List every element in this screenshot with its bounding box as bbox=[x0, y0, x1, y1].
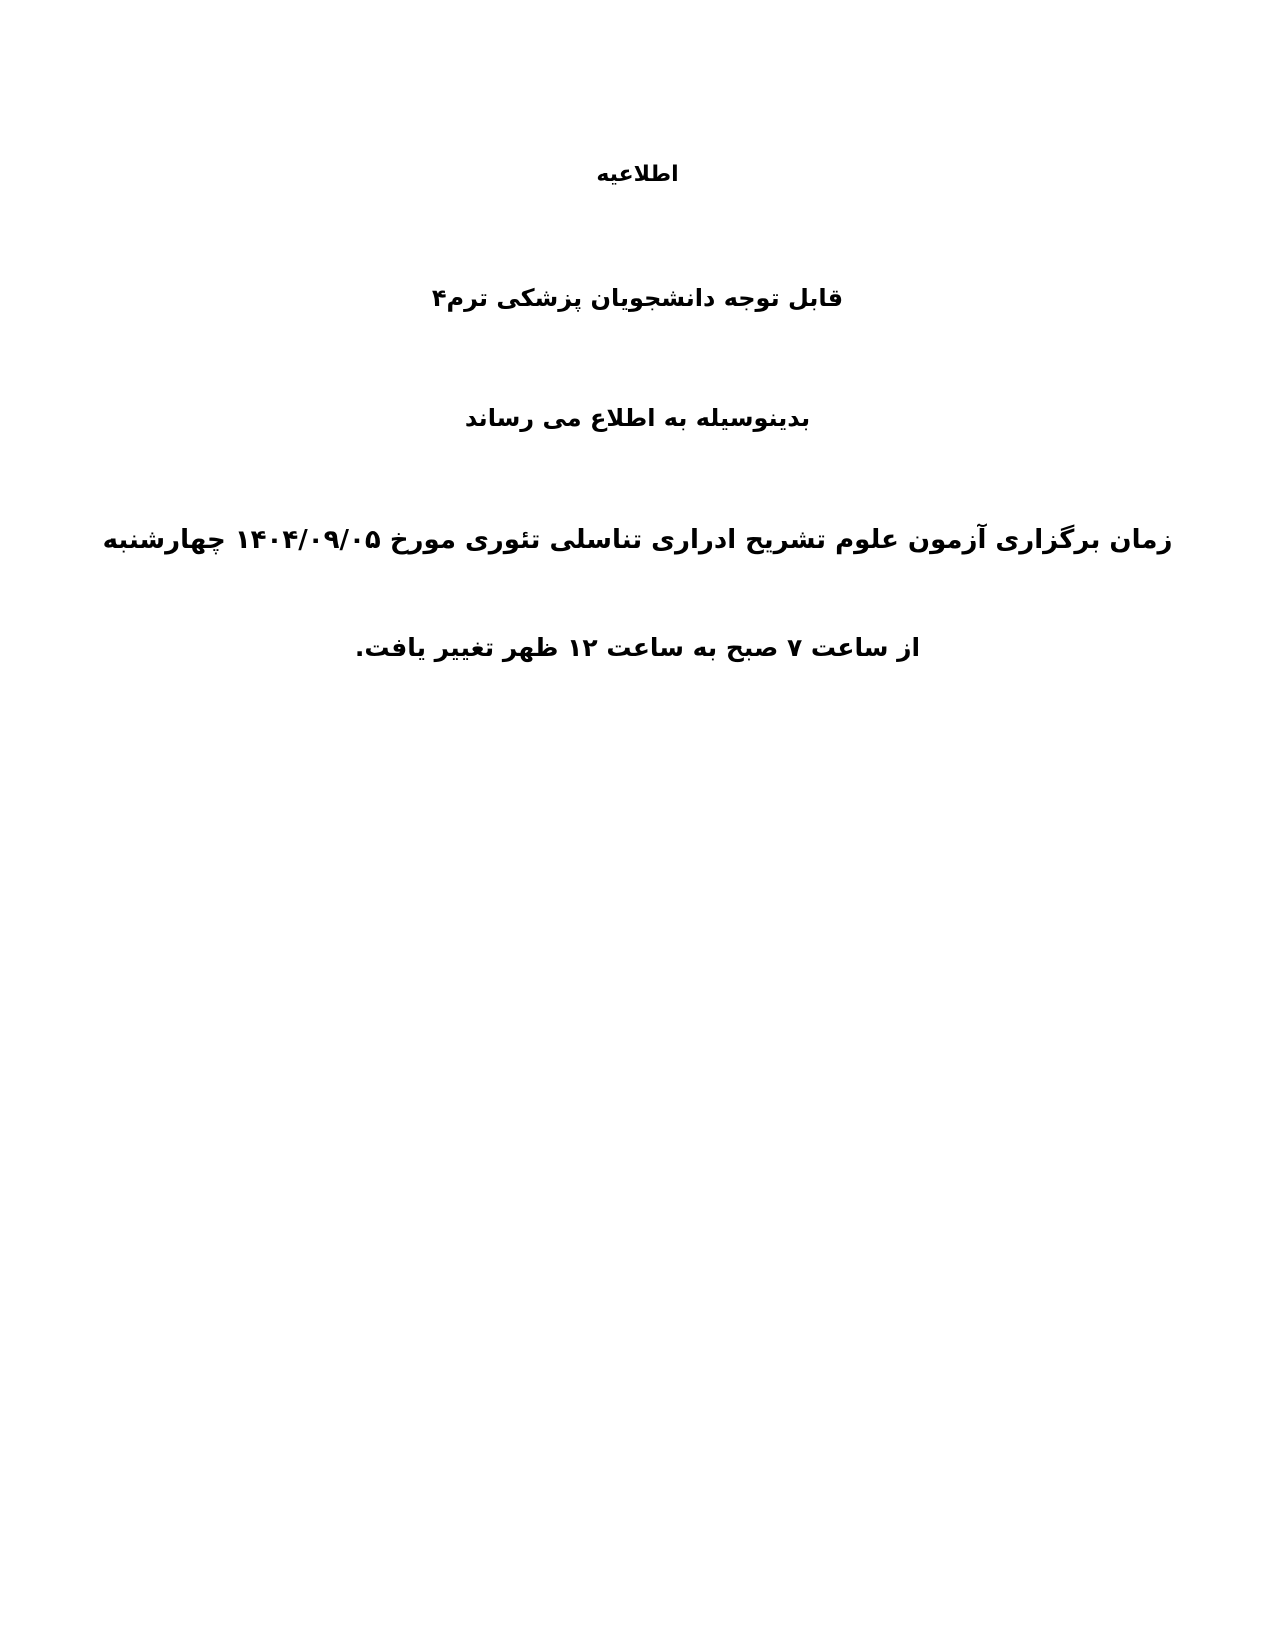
notice-intro: بدینوسیله به اطلاع می رساند bbox=[464, 404, 811, 432]
notice-audience: قابل توجه دانشجویان پزشکی ترم۴ bbox=[431, 284, 844, 312]
notice-time-change: از ساعت ۷ صبح به ساعت ۱۲ ظهر تغییر یافت. bbox=[354, 633, 921, 662]
notice-title: اطلاعیه bbox=[596, 162, 679, 187]
notice-exam-line: زمان برگزاری آزمون علوم تشریح ادراری تناسلی تئوری مورخ ۱۴۰۴/۰۹/۰۵ چهارشنبه bbox=[102, 525, 1173, 555]
